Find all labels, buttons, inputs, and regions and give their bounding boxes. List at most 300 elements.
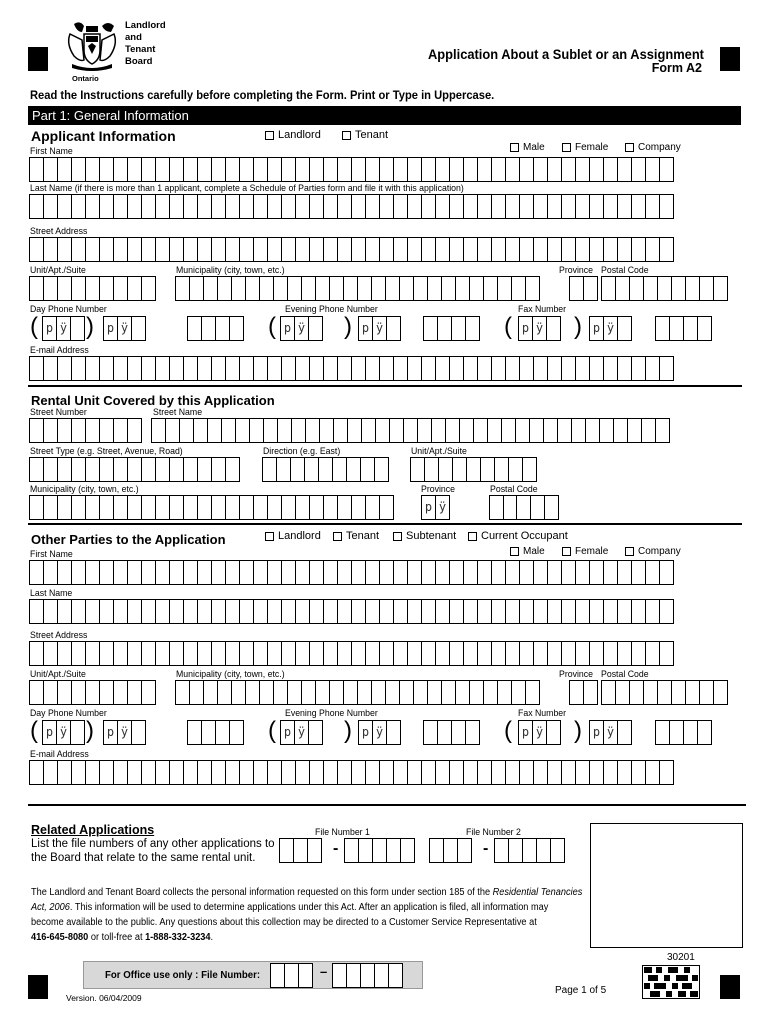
applicant-unit-field[interactable] [29,276,155,301]
applicant-email-label: E-mail Address [30,345,89,356]
char-cell [463,560,478,585]
char-cell [169,760,184,785]
char-cell [379,560,394,585]
char-cell [71,356,86,381]
char-cell [413,276,428,301]
char-cell [197,760,212,785]
area-code-boxes[interactable] [518,720,560,745]
char-cell [351,760,366,785]
char-cell [71,680,86,705]
char-cell [547,560,562,585]
char-cell [155,157,170,182]
other-day-phone-label: Day Phone Number [30,708,107,719]
char-cell [699,680,714,705]
char-cell [466,457,481,482]
char-cell [491,641,506,666]
office-file-prefix[interactable] [270,963,312,988]
char-cell [435,194,450,219]
char-cell [547,157,562,182]
char-cell [337,641,352,666]
prefill-cell: p [518,720,533,745]
applicant-street-label: Street Address [30,226,88,237]
file-number-2-suffix[interactable] [494,838,564,863]
registration-mark-top-left [28,47,48,71]
char-cell [365,495,380,520]
privacy-text-3: become available to the public. Any questions about this collection may be directed to a Customer Service Representative at [31,917,537,928]
char-cell [291,418,306,443]
char-cell [533,599,548,624]
char-cell [281,356,296,381]
char-cell [71,194,86,219]
char-cell [57,418,72,443]
char-cell [217,680,232,705]
char-cell [43,356,58,381]
other-male-label: Male [523,546,545,557]
char-cell [497,680,512,705]
applicant-evening-phone-field[interactable] [268,314,493,342]
char-cell [547,356,562,381]
other-last-name-field[interactable] [29,599,673,624]
char-cell [43,760,58,785]
char-cell [85,760,100,785]
char-cell [519,157,534,182]
applicant-first-name-field[interactable] [29,157,673,182]
char-cell [457,838,472,863]
applicant-fax-label: Fax Number [518,304,567,315]
char-cell [603,356,618,381]
char-cell [29,356,44,381]
char-cell [393,760,408,785]
char-cell [239,599,254,624]
char-cell [235,418,250,443]
digit-cell [308,316,323,341]
close-paren-icon: ) [86,313,94,340]
char-cell [547,237,562,262]
exchange-boxes[interactable] [589,720,631,745]
char-cell [617,760,632,785]
char-cell [281,157,296,182]
char-cell [645,760,660,785]
char-cell [533,356,548,381]
char-cell [85,457,100,482]
char-cell [441,680,456,705]
char-cell [169,560,184,585]
char-cell [449,194,464,219]
char-cell [323,495,338,520]
char-cell [301,680,316,705]
digit-cell [617,316,632,341]
agency-line-3: Tenant [125,44,156,55]
file-number-2-prefix[interactable] [429,838,471,863]
char-cell [583,276,598,301]
char-cell [477,356,492,381]
applicant-unit-label: Unit/Apt./Suite [30,265,86,276]
other-day-phone-field[interactable] [30,718,255,746]
other-evening-phone-field[interactable] [268,718,493,746]
other-unit-label: Unit/Apt./Suite [30,669,86,680]
other-postal-field[interactable] [601,680,727,705]
other-tenant-label: Tenant [346,530,380,542]
char-cell [659,560,674,585]
prefill-cell: p [421,495,436,520]
char-cell [347,418,362,443]
line-number-boxes[interactable] [655,316,711,341]
applicant-day-phone-field[interactable] [30,314,255,342]
char-cell [263,418,278,443]
char-cell [437,720,452,745]
char-cell [183,560,198,585]
applicant-landlord-label: Landlord [278,129,321,141]
char-cell [533,641,548,666]
char-cell [343,680,358,705]
char-cell [357,680,372,705]
char-cell [165,418,180,443]
char-cell [459,418,474,443]
prefill-cell: ÿ [532,720,547,745]
other-municipality-field[interactable] [175,680,539,705]
char-cell [221,418,236,443]
char-cell [372,838,387,863]
char-cell [374,963,389,988]
char-cell [99,418,114,443]
file-number-1-prefix[interactable] [279,838,321,863]
char-cell [85,237,100,262]
prefill-cell: ÿ [294,720,309,745]
char-cell [561,760,576,785]
char-cell [491,356,506,381]
rental-municipality-field[interactable] [29,495,393,520]
applicant-last-name-label: Last Name (if there is more than 1 applicant, complete a Schedule of Parties form and file it with this application) [30,183,464,194]
char-cell [29,194,44,219]
char-cell [505,599,520,624]
related-desc-2: the Board that relate to the same rental unit. [31,852,256,864]
char-cell [329,680,344,705]
char-cell [85,418,100,443]
char-cell [659,599,674,624]
char-cell [127,356,142,381]
other-landlord-label: Landlord [278,530,321,542]
char-cell [561,194,576,219]
other-street-field[interactable] [29,641,673,666]
char-cell [267,237,282,262]
char-cell [351,356,366,381]
char-cell [449,157,464,182]
prefill-cell: ÿ [532,316,547,341]
applicant-female-checkbox[interactable] [562,142,608,153]
rental-postal-field-2[interactable] [516,495,558,520]
char-cell [253,495,268,520]
char-cell [365,641,380,666]
char-cell [631,641,646,666]
open-paren-icon: ( [30,313,38,340]
char-cell [519,194,534,219]
char-cell [57,560,72,585]
char-cell [346,963,361,988]
char-cell [298,963,313,988]
line-number-boxes[interactable] [423,316,479,341]
char-cell [617,599,632,624]
barcode-icon [642,965,700,999]
other-tenant-checkbox[interactable] [333,530,379,542]
char-cell [337,356,352,381]
file-number-1-suffix[interactable] [344,838,414,863]
char-cell [393,356,408,381]
char-cell [267,641,282,666]
area-code-boxes[interactable] [518,316,560,341]
other-current-occupant-checkbox[interactable] [468,530,568,542]
char-cell [333,418,348,443]
char-cell [183,760,198,785]
office-file-dash: – [320,964,328,979]
char-cell [323,157,338,182]
char-cell [323,641,338,666]
char-cell [585,418,600,443]
char-cell [99,194,114,219]
char-cell [393,560,408,585]
char-cell [365,599,380,624]
char-cell [309,495,324,520]
char-cell [455,680,470,705]
char-cell [99,356,114,381]
char-cell [281,194,296,219]
char-cell [547,599,562,624]
char-cell [71,418,86,443]
char-cell [141,157,156,182]
open-paren-icon: ( [504,313,512,340]
line-number-boxes[interactable] [187,720,243,745]
file-number-2-label: File Number 2 [466,827,521,838]
char-cell [323,760,338,785]
char-cell [407,157,422,182]
char-cell [211,760,226,785]
other-street-label: Street Address [30,630,88,641]
char-cell [645,356,660,381]
line-number-boxes[interactable] [187,316,243,341]
digit-cell [308,720,323,745]
char-cell [57,760,72,785]
char-cell [211,194,226,219]
char-cell [169,157,184,182]
char-cell [413,680,428,705]
other-last-name-label: Last Name [30,588,73,599]
char-cell [127,194,142,219]
area-code-boxes[interactable] [280,720,322,745]
applicant-company-checkbox[interactable] [625,142,681,153]
char-cell [669,316,684,341]
char-cell [169,194,184,219]
other-province-label: Province [559,669,594,680]
char-cell [189,276,204,301]
char-cell [211,599,226,624]
char-cell [389,418,404,443]
rental-street-number-field[interactable] [29,418,141,443]
rental-direction-label: Direction (e.g. East) [263,446,341,457]
char-cell [293,838,308,863]
char-cell [155,760,170,785]
other-first-name-label: First Name [30,549,73,560]
char-cell [245,680,260,705]
char-cell [315,276,330,301]
line-number-boxes[interactable] [655,720,711,745]
char-cell [187,316,202,341]
char-cell [669,720,684,745]
char-cell [225,599,240,624]
applicant-last-name-field[interactable] [29,194,673,219]
char-cell [151,418,166,443]
other-email-field[interactable] [29,760,673,785]
char-cell [29,599,44,624]
other-company-checkbox[interactable] [625,546,681,557]
digit-cell [131,316,146,341]
char-cell [276,457,291,482]
char-cell [505,356,520,381]
char-cell [211,157,226,182]
char-cell [323,194,338,219]
char-cell [533,237,548,262]
char-cell [175,680,190,705]
char-cell [253,237,268,262]
char-cell [183,495,198,520]
char-cell [519,599,534,624]
char-cell [225,157,240,182]
char-cell [141,641,156,666]
char-cell [127,157,142,182]
char-cell [407,760,422,785]
char-cell [463,356,478,381]
close-paren-icon: ) [574,313,582,340]
char-cell [417,418,432,443]
char-cell [617,560,632,585]
form-code: Form A2 [651,61,702,75]
rental-unit-field[interactable] [410,457,536,482]
char-cell [85,356,100,381]
applicant-tenant-checkbox[interactable] [342,129,388,141]
char-cell [515,418,530,443]
other-male-checkbox[interactable] [510,546,545,557]
char-cell [379,641,394,666]
other-unit-field[interactable] [29,680,155,705]
char-cell [617,641,632,666]
char-cell [57,157,72,182]
char-cell [645,599,660,624]
applicant-female-label: Female [575,142,609,153]
char-cell [371,680,386,705]
char-cell [713,276,728,301]
applicant-email-field[interactable] [29,356,673,381]
char-cell [477,194,492,219]
char-cell [169,356,184,381]
area-code-boxes[interactable] [280,316,322,341]
exchange-boxes[interactable] [358,720,400,745]
char-cell [423,720,438,745]
char-cell [575,760,590,785]
exchange-boxes[interactable] [589,316,631,341]
applicant-postal-field[interactable] [601,276,727,301]
other-province-field[interactable] [569,680,597,705]
area-code-boxes[interactable] [42,720,84,745]
rental-province-field[interactable] [421,495,449,520]
office-file-suffix[interactable] [332,963,402,988]
char-cell [393,599,408,624]
char-cell [197,560,212,585]
char-cell [225,194,240,219]
char-cell [511,276,526,301]
applicant-province-field[interactable] [569,276,597,301]
char-cell [287,276,302,301]
applicant-male-checkbox[interactable] [510,142,545,153]
char-cell [253,760,268,785]
char-cell [547,194,562,219]
char-cell [225,457,240,482]
char-cell [533,560,548,585]
char-cell [155,237,170,262]
char-cell [57,495,72,520]
char-cell [449,560,464,585]
char-cell [253,356,268,381]
char-cell [393,157,408,182]
char-cell [631,157,646,182]
applicant-municipality-field[interactable] [175,276,539,301]
applicant-street-field[interactable] [29,237,673,262]
char-cell [155,457,170,482]
rental-street-name-field[interactable] [151,418,669,443]
other-first-name-field[interactable] [29,560,673,585]
char-cell [589,356,604,381]
char-cell [332,457,347,482]
char-cell [655,720,670,745]
exchange-boxes[interactable] [103,316,145,341]
char-cell [379,760,394,785]
char-cell [617,157,632,182]
char-cell [601,680,616,705]
applicant-company-label: Company [638,142,681,153]
char-cell [365,157,380,182]
exchange-boxes[interactable] [103,720,145,745]
char-cell [533,194,548,219]
char-cell [449,760,464,785]
char-cell [71,237,86,262]
other-landlord-checkbox[interactable] [265,530,321,542]
char-cell [603,194,618,219]
rental-direction-field[interactable] [262,457,388,482]
char-cell [207,418,222,443]
char-cell [203,276,218,301]
applicant-landlord-checkbox[interactable] [265,129,321,141]
prefill-cell: p [42,720,57,745]
char-cell [603,599,618,624]
digit-cell [131,720,146,745]
char-cell [603,157,618,182]
char-cell [43,194,58,219]
area-code-boxes[interactable] [42,316,84,341]
agency-line-2: and [125,32,142,43]
line-number-boxes[interactable] [423,720,479,745]
char-cell [99,599,114,624]
char-cell [323,599,338,624]
char-cell [245,276,260,301]
other-fax-field[interactable] [504,718,744,746]
char-cell [393,641,408,666]
rental-street-type-field[interactable] [29,457,239,482]
close-paren-icon: ) [344,717,352,744]
other-subtenant-checkbox[interactable] [393,530,456,542]
exchange-boxes[interactable] [358,316,400,341]
char-cell [671,680,686,705]
other-female-checkbox[interactable] [562,546,608,557]
char-cell [403,418,418,443]
applicant-fax-field[interactable] [504,314,744,342]
char-cell [337,560,352,585]
